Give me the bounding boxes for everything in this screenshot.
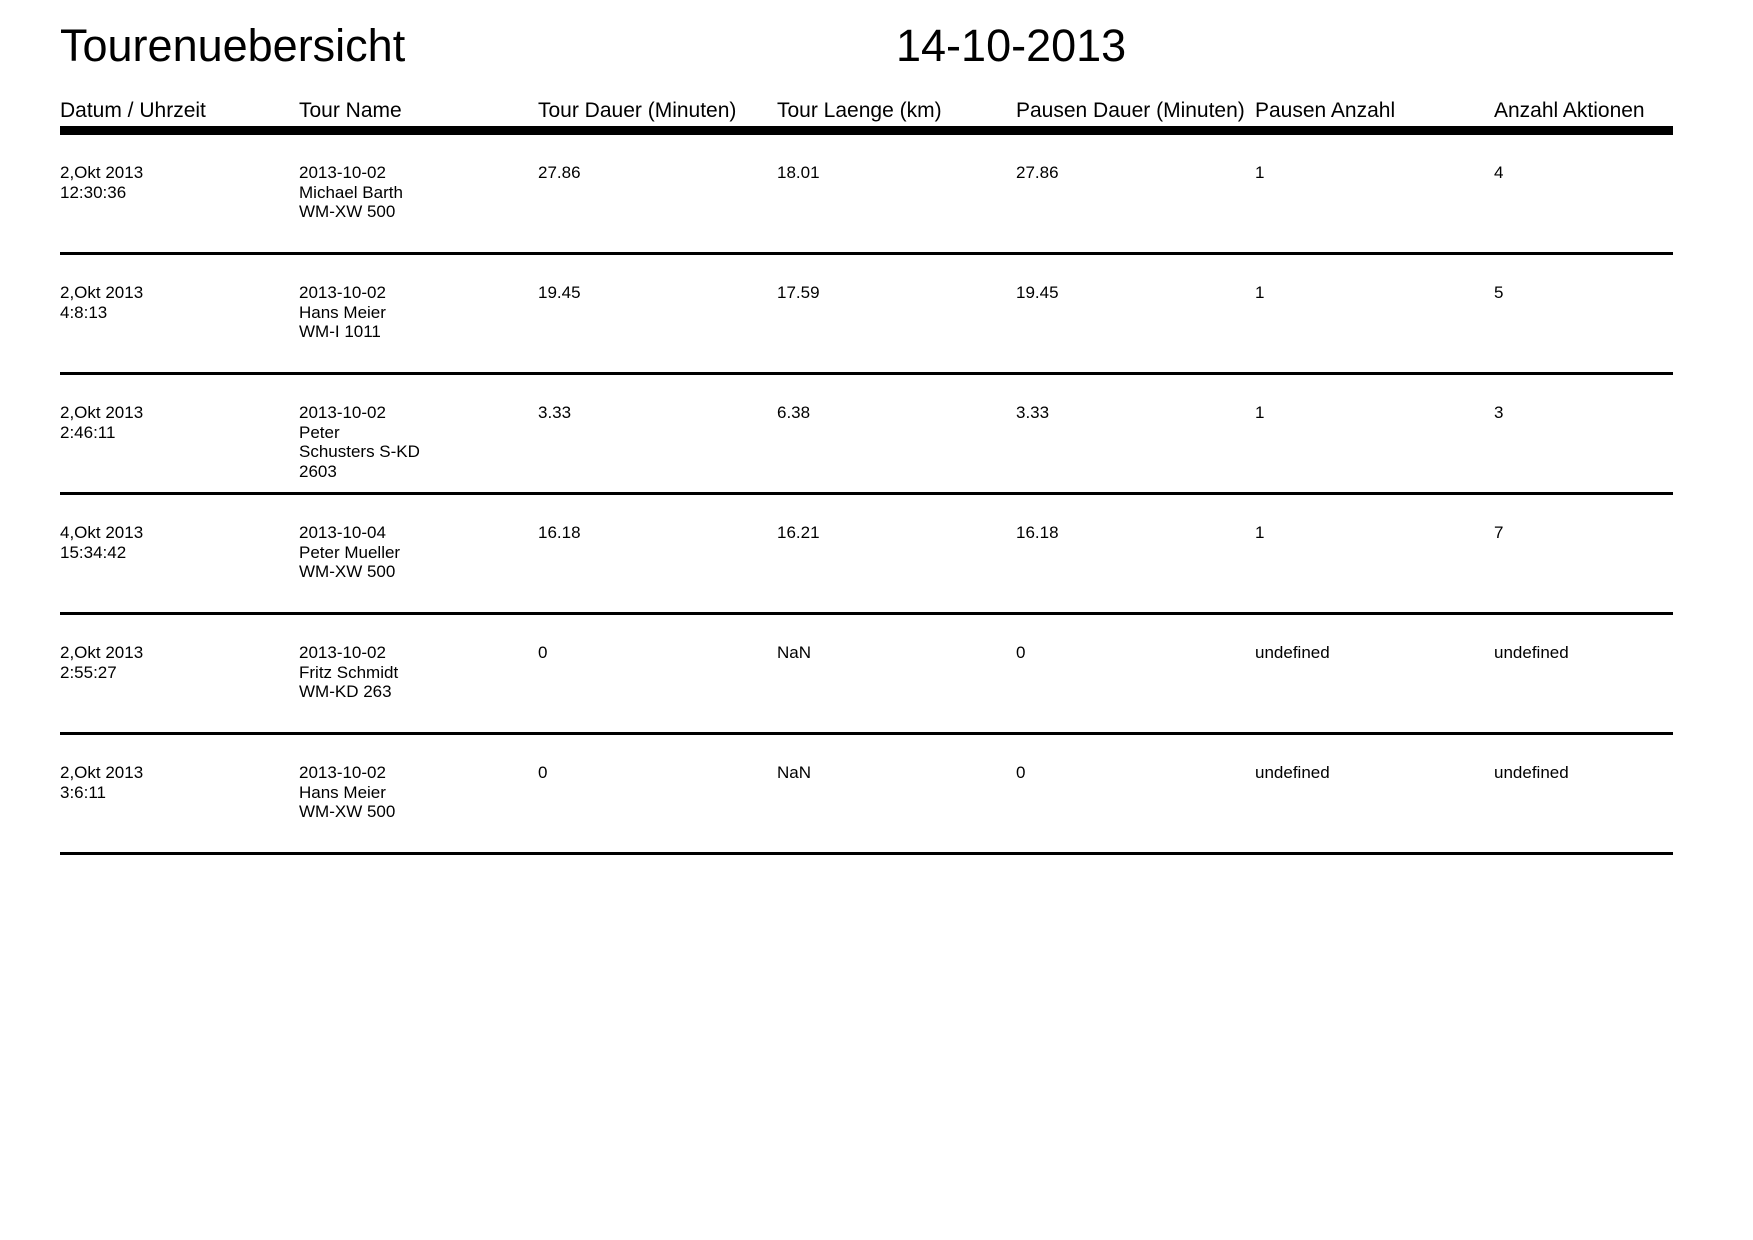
cell-tour-laenge: 17.59 — [777, 283, 820, 302]
tour-name-line: Schusters S-KD — [299, 442, 420, 461]
cell-anzahl-aktionen: 4 — [1494, 163, 1504, 182]
table-row — [60, 615, 1673, 735]
column-header-datum-uhrzeit: Datum / Uhrzeit — [60, 99, 206, 122]
table-row — [60, 375, 1673, 495]
cell-tour-laenge: 6.38 — [777, 403, 811, 422]
column-header-pausen-anzahl: Pausen Anzahl — [1255, 99, 1396, 122]
cell-pausen-dauer: 0 — [1016, 643, 1026, 662]
cell-uhrzeit: 2:46:11 — [60, 422, 116, 442]
cell-datum: 2,Okt 2013 — [60, 283, 144, 302]
cell-datum-uhrzeit — [60, 255, 299, 372]
table-row — [60, 495, 1673, 615]
cell-tour-name — [299, 735, 538, 852]
cell-pausen-anzahl: 1 — [1255, 403, 1265, 422]
cell-pausen-anzahl: undefined — [1255, 763, 1330, 782]
cell-tour-name — [299, 135, 538, 252]
cell-uhrzeit: 4:8:13 — [60, 302, 108, 322]
cell-uhrzeit: 15:34:42 — [60, 542, 127, 562]
cell-pausen-anzahl: undefined — [1255, 643, 1330, 662]
tour-name-line: 2013-10-02 — [299, 163, 386, 182]
table-header-row — [60, 96, 1673, 128]
table-row — [60, 255, 1673, 375]
cell-pausen-anzahl: 1 — [1255, 283, 1265, 302]
tour-name-line: WM-KD 263 — [299, 682, 392, 701]
cell-datum-uhrzeit — [60, 375, 299, 492]
cell-pausen-dauer: 16.18 — [1016, 523, 1059, 542]
tour-name-line: Michael Barth — [299, 182, 403, 202]
cell-tour-name — [299, 375, 538, 492]
tour-name-line: WM-I 1011 — [299, 322, 381, 341]
report-page — [60, 0, 1673, 821]
column-header-anzahl-aktionen: Anzahl Aktionen — [1494, 99, 1645, 122]
cell-datum-uhrzeit — [60, 735, 299, 852]
cell-pausen-dauer: 0 — [1016, 763, 1026, 782]
column-header-pausen-dauer: Pausen Dauer (Minuten) — [1016, 99, 1245, 122]
cell-anzahl-aktionen: undefined — [1494, 643, 1569, 662]
cell-anzahl-aktionen: undefined — [1494, 763, 1569, 782]
tour-name-line: Fritz Schmidt — [299, 662, 399, 682]
tour-name-line: 2013-10-02 — [299, 643, 386, 662]
cell-anzahl-aktionen: 5 — [1494, 283, 1504, 302]
cell-tour-dauer: 19.45 — [538, 283, 581, 302]
header-divider — [60, 126, 1673, 135]
cell-pausen-dauer: 27.86 — [1016, 163, 1059, 182]
cell-datum-uhrzeit — [60, 495, 299, 612]
cell-tour-laenge: 18.01 — [777, 163, 820, 182]
cell-tour-dauer: 0 — [538, 643, 548, 662]
cell-datum: 4,Okt 2013 — [60, 523, 144, 542]
table-body — [60, 135, 1673, 855]
cell-datum: 2,Okt 2013 — [60, 403, 144, 422]
tour-name-line: 2013-10-02 — [299, 763, 386, 782]
cell-uhrzeit: 3:6:11 — [60, 782, 107, 802]
cell-pausen-dauer: 19.45 — [1016, 283, 1059, 302]
cell-anzahl-aktionen: 7 — [1494, 523, 1504, 542]
cell-tour-laenge: NaN — [777, 643, 812, 662]
cell-tour-name — [299, 495, 538, 612]
tour-name-line: 2603 — [299, 461, 337, 481]
column-header-tour-name: Tour Name — [299, 99, 402, 122]
cell-uhrzeit: 12:30:36 — [60, 182, 127, 202]
cell-datum: 2,Okt 2013 — [60, 163, 144, 182]
tour-name-line: Hans Meier — [299, 782, 386, 802]
cell-pausen-dauer: 3.33 — [1016, 403, 1050, 422]
tour-name-line: WM-XW 500 — [299, 562, 396, 581]
cell-datum-uhrzeit — [60, 615, 299, 732]
cell-tour-dauer: 0 — [538, 763, 548, 782]
report-date: 14-10-2013 — [896, 20, 1127, 71]
tour-name-line: Hans Meier — [299, 302, 386, 322]
report-title: Tourenuebersicht — [60, 20, 406, 71]
cell-tour-laenge: 16.21 — [777, 523, 820, 542]
tour-name-line: WM-XW 500 — [299, 802, 396, 821]
cell-pausen-anzahl: 1 — [1255, 163, 1265, 182]
table-row — [60, 135, 1673, 255]
cell-anzahl-aktionen: 3 — [1494, 403, 1504, 422]
cell-pausen-anzahl: 1 — [1255, 523, 1265, 542]
tour-name-line: 2013-10-02 — [299, 403, 386, 422]
cell-datum: 2,Okt 2013 — [60, 763, 144, 782]
tour-name-line: WM-XW 500 — [299, 202, 396, 221]
tour-name-line: 2013-10-04 — [299, 523, 386, 542]
tour-name-line: 2013-10-02 — [299, 283, 386, 302]
cell-tour-dauer: 3.33 — [538, 403, 572, 422]
cell-datum: 2,Okt 2013 — [60, 643, 144, 662]
cell-tour-name — [299, 615, 538, 732]
tour-name-line: Peter Mueller — [299, 542, 401, 562]
column-header-tour-dauer: Tour Dauer (Minuten) — [538, 99, 737, 122]
cell-tour-dauer: 27.86 — [538, 163, 581, 182]
tour-name-line: Peter — [299, 422, 340, 442]
column-header-tour-laenge: Tour Laenge (km) — [777, 99, 942, 122]
report-header — [60, 0, 1673, 72]
cell-tour-laenge: NaN — [777, 763, 812, 782]
table-row — [60, 735, 1673, 855]
cell-datum-uhrzeit — [60, 135, 299, 252]
cell-uhrzeit: 2:55:27 — [60, 662, 117, 682]
cell-tour-name — [299, 255, 538, 372]
cell-tour-dauer: 16.18 — [538, 523, 581, 542]
